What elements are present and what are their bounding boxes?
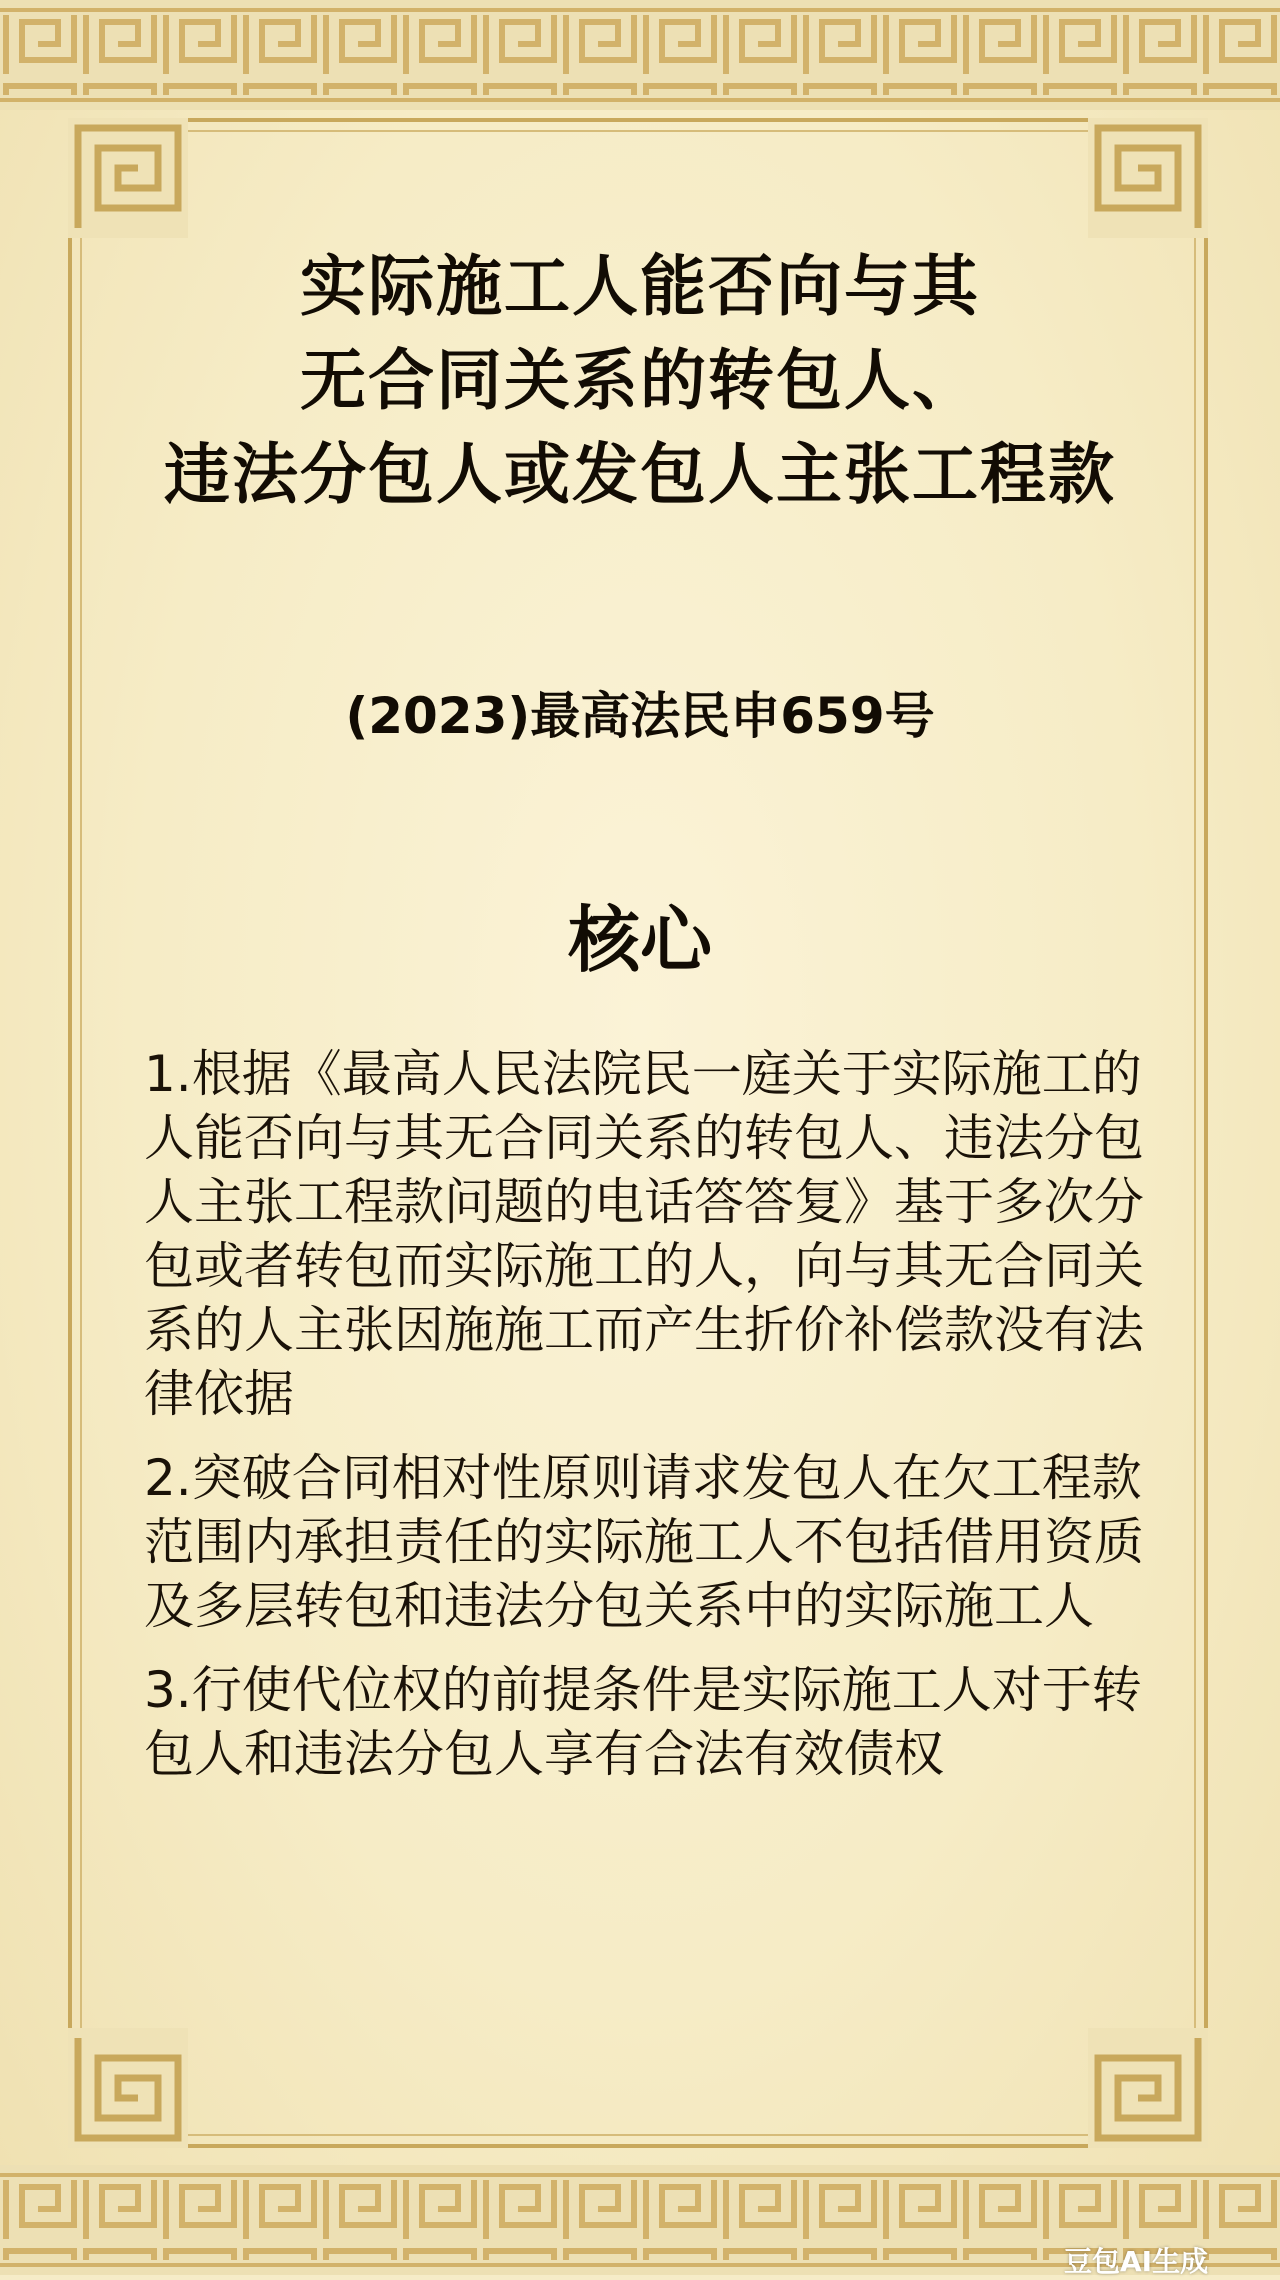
corner-ornament-bottom-right bbox=[1088, 2028, 1208, 2148]
corner-ornament-bottom-left bbox=[68, 2028, 188, 2148]
key-point: 3.行使代位权的前提条件是实际施工人对于转包人和违法分包人享有合法有效债权 bbox=[144, 1661, 1142, 1783]
key-point: 2.突破合同相对性原则请求发包人在欠工程款范围内承担责任的实际施工人不包括借用资质及多层转包和违法分包关系中的实际施工人 bbox=[144, 1449, 1144, 1635]
section-heading: 核心 bbox=[567, 898, 712, 982]
ai-watermark: 豆包AI生成 bbox=[1064, 2245, 1209, 2278]
title-line: 无合同关系的转包人、 bbox=[300, 342, 980, 419]
top-meander-border bbox=[0, 0, 1280, 110]
key-points-list bbox=[144, 1042, 1144, 1806]
title-line: 实际施工人能否向与其 bbox=[300, 248, 980, 325]
case-number: (2023)最高法民申659号 bbox=[345, 687, 935, 745]
corner-ornament-top-right bbox=[1088, 118, 1208, 238]
title-line: 违法分包人或发包人主张工程款 bbox=[164, 436, 1116, 513]
poster-title bbox=[100, 240, 1180, 522]
key-point: 1.根据《最高人民法院民一庭关于实际施工的人能否向与其无合同关系的转包人、违法分包人主张工程款问题的电话答答复》基于多次分包或者转包而实际施工的人，向与其无合同关系的人主张因施施工而产生折价补偿款没有法律依据 bbox=[144, 1045, 1144, 1423]
corner-ornament-top-left bbox=[68, 118, 188, 238]
